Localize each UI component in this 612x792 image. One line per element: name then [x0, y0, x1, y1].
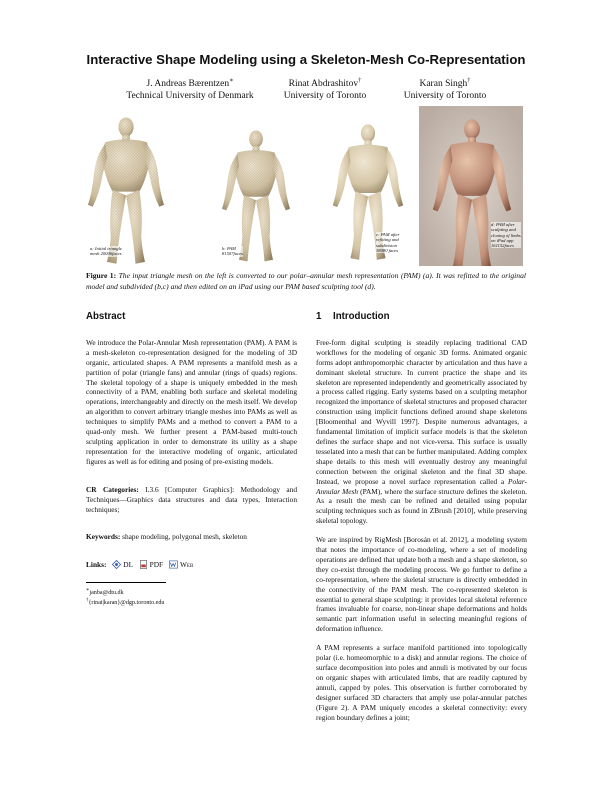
author-affiliation: University of Toronto	[283, 91, 367, 102]
author-name: J. Andreas Bærentzen	[146, 79, 230, 90]
figure-label-line: on iPad app	[491, 237, 514, 243]
paragraph-text: (PAM), where the surface structure defines the skeleton. As a result the mesh can be refined and detailed using popular sculpting techniques such as found in ZBrush [2010], while preserving skeletal topology.	[316, 486, 527, 526]
section-number: 1	[316, 311, 322, 322]
footnote-email[interactable]: janba@dtu.dk	[89, 590, 124, 597]
figure-label-c	[376, 232, 399, 253]
links-row	[86, 560, 297, 570]
figure-label-line: subdivision	[376, 242, 397, 248]
figure-label-d	[491, 222, 521, 248]
figure-label-line: sculpting and	[491, 227, 516, 233]
author-mark: †	[467, 77, 471, 84]
paper-title: Interactive Shape Modeling using a Skeleton-Mesh Co-Representation	[86, 52, 526, 67]
figure-label-line: mesh 20006faces	[90, 251, 122, 257]
author-1	[110, 75, 270, 102]
footnote-2	[86, 597, 297, 607]
teaser-figure	[86, 106, 526, 266]
author-affiliation: University of Toronto	[403, 91, 487, 102]
footnote-email[interactable]: {rinat|karan}@dgp.toronto.edu	[88, 600, 165, 607]
intro-paragraph-2: We are inspired by RigMesh [Borosán et al. 2012], a modeling system that notes the importance of co-modeling, where a set of modeling operations are defined that update both a mesh and a shape skeleton, so they co-exist through the modeling process. We go further to define a co-representation, where the skeletal structure is directly embedded in the connectivity of the PAM mesh. The co-represented skeleton is essential to general shape sculpting: it provides local skeletal reference frames invaluable for coarse, non-linear shape deformations and holds semantic part information useful in selecting meaningful regions of deformation influence.	[316, 535, 527, 634]
figure-label-line: cloning of limbs	[491, 232, 521, 238]
pdf-link[interactable]: PDF	[149, 560, 164, 570]
author-3	[380, 75, 510, 102]
caption-text: The input triangle mesh on the left is converted to our polar–annular mesh representation (PAM) (a). It was refitted to the original model and subdivided (b,c) and then edited on an iPad using our PAM based sculpting tool (d).	[86, 271, 526, 291]
author-affiliation: Technical University of Denmark	[126, 91, 254, 102]
author-mark: ∗	[229, 77, 234, 84]
figure-label-line: 38080 faces	[376, 247, 399, 253]
keywords	[86, 532, 297, 542]
footnote-rule	[86, 582, 166, 583]
figure-label-line: b: PAM	[222, 246, 236, 251]
figure-label-line: refitting and	[376, 237, 399, 243]
intro-paragraph-3: A PAM represents a surface manifold partitioned into topologically polar (i.e. homeomorphic to a disk) and annular regions. The choice of surface decomposition into poles and annuli is motivated by our focus on organic shapes with articulated limbs, that are readily captured by annuli, capped by poles. This observation is further corroborated by designer surfaced 3D characters that amply use polar-annular patches (Figure 2). A PAM uniquely encodes a skeletal connectivity: every region boundary defines a joint;	[316, 643, 527, 722]
author-mark: †	[358, 77, 362, 84]
abstract-body: We introduce the Polar-Annular Mesh representation (PAM). A PAM is a mesh-skeleton co-representation designed for the modeling of 3D organic, articulated shapes. A PAM represents a manifold mesh as a partition of polar (triangle fans) and annular (rings of quads) regions. The skeletal topology of a shape is uniquely embedded in the mesh connectivity of a PAM, enabling both surface and skeletal modeling operations, interchangeably and directly on the mesh itself. We develop an algorithm to convert arbitrary triangle meshes into PAMs as well as techniques to simplify PAMs and a method to convert a PAM to a quad-only mesh. We further present a PAM-based multi-touch sculpting application in order to demonstrate its utility as a shape representation for the interactive modeling of organic, articulated figures as well as for editing and posing of pre-existing models.	[86, 337, 297, 466]
cr-categories	[86, 485, 297, 515]
cr-label: CR Categories:	[86, 484, 139, 494]
caption-label: Figure 1:	[86, 271, 117, 280]
right-column	[316, 312, 527, 731]
figure-label-line: 161152faces	[491, 243, 514, 249]
keywords-text: shape modeling, polygonal mesh, skeleton	[122, 532, 247, 542]
emphasis-text: Polar-Annular Mesh	[316, 476, 527, 496]
web-icon	[169, 560, 178, 569]
cr-text: I.3.6 [Computer Graphics]: Methodology and Techniques—Graphics data structures and data types, Interaction techniques;	[86, 484, 297, 514]
web-link[interactable]: Web	[179, 560, 194, 570]
author-2	[260, 75, 390, 102]
figure-label-a	[90, 246, 122, 257]
paragraph-text: Free-form digital sculpting is steadily replacing traditional CAD workflows for the modeling of organic 3D forms. Animated organic forms adopt anthropomorphic character by articulation and thus have a dominant skeletal structure. In current practice the shape and its skeleton are represented independently and geometrically associated by a process called rigging. Early systems based on a sculpting metaphor recognized the importance of skeletal structures and proposed character construction using implicit functions defined around shape skeletons [Bloomenthal and Wyvill 1997]. Despite numerous advantages, a fundamental limitation of implicit surface models is that the skeleton defines the surface shape and not vice-versa. This surface is usually tesselated into a mesh that can be further manipulated. Adding complex shape details to this mesh will eventually destroy any meaningful connection between the original skeleton and the final 3D shape. Instead, we propose a novel surface representation called a	[316, 337, 527, 486]
section-title: Introduction	[333, 311, 390, 322]
footnote-1	[86, 587, 297, 597]
abstract-heading: Abstract	[86, 311, 126, 322]
author-name: Karan Singh	[419, 79, 468, 90]
figure-label-line: a: Initial triangle	[90, 246, 122, 251]
keywords-label: Keywords:	[86, 532, 121, 542]
figure-image	[86, 106, 526, 266]
links-label: Links:	[86, 560, 107, 570]
left-column	[86, 312, 297, 607]
pdf-icon	[139, 560, 148, 569]
figure-label-line: 81507faces	[222, 251, 243, 257]
dl-icon	[112, 560, 121, 569]
figure-label-line: c: PAM after	[376, 232, 400, 237]
dl-link[interactable]: DL	[123, 560, 133, 570]
footnote-mark: ∗	[86, 588, 90, 594]
intro-paragraph-1	[316, 338, 527, 526]
figure-label-line: d: PAM after	[491, 222, 515, 227]
intro-heading	[316, 312, 527, 322]
figure-caption	[86, 271, 526, 292]
author-name: Rinat Abdrashitov	[288, 79, 359, 90]
figure-label-b	[222, 246, 243, 257]
footnote-mark: †	[86, 598, 89, 604]
